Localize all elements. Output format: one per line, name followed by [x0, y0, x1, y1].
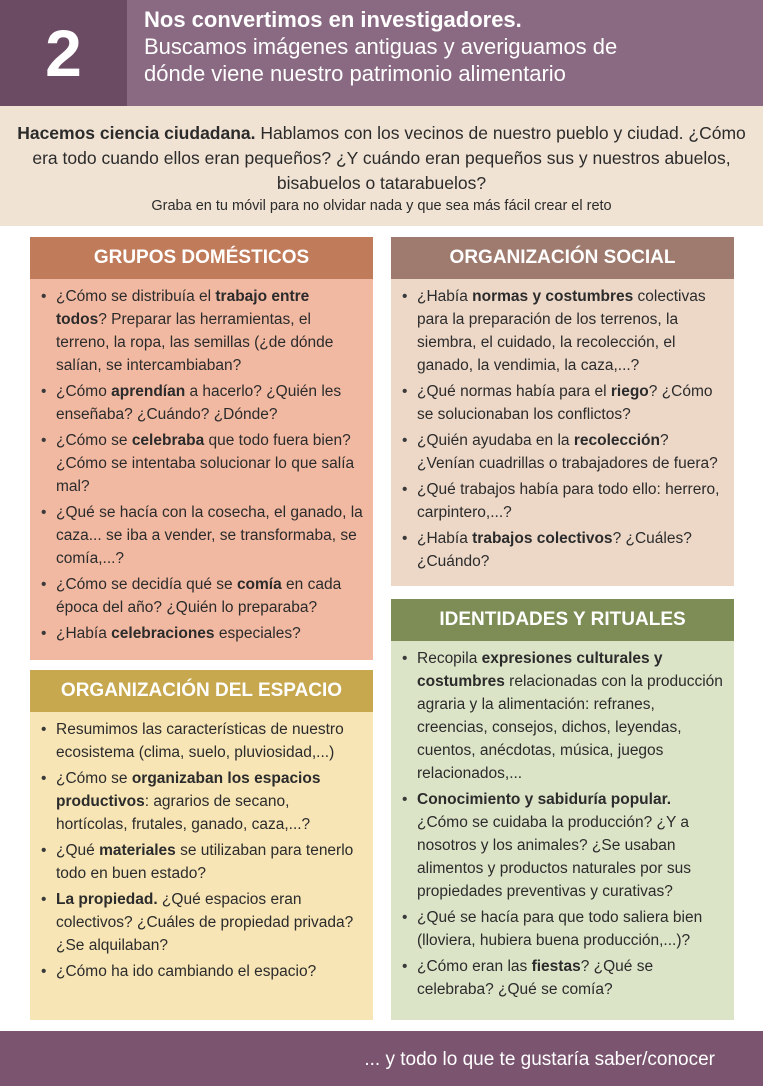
question-list [38, 718, 363, 983]
footer-band [0, 1031, 763, 1086]
section-number: 2 [0, 0, 127, 106]
item-text: ¿Cómo se distribuía el [56, 288, 216, 305]
intro-text [0, 121, 763, 196]
item-bold-text: aprendían [111, 383, 186, 400]
card-body [391, 641, 734, 1020]
list-item [399, 955, 724, 1001]
item-text: ¿Cómo se cuidaba la producción? ¿Y a nosotros y los animales? ¿Se usaban alimentos y productos naturales por sus propiedades preventivas y curativas? [417, 814, 691, 900]
intro-note: Graba en tu móvil para no olvidar nada y que sea más fácil crear el reto [151, 198, 612, 214]
item-bold-text: Conocimiento y sabiduría popular. [417, 791, 672, 808]
item-text: Resumimos las características de nuestro ecosistema (clima, suelo, pluviosidad,...) [56, 721, 344, 761]
item-text: ¿Cómo [56, 383, 112, 400]
item-bold-text: normas y costumbres [472, 288, 634, 305]
item-text: ? ¿Cómo se solucionaban los conflictos? [417, 383, 713, 423]
card-title: IDENTIDADES Y RITUALES [391, 599, 734, 641]
item-text: se utilizaban para tenerlo todo en buen estado? [56, 842, 354, 882]
item-bold-text: riego [610, 383, 649, 400]
page-subtitle-line2: dónde viene nuestro patrimonio alimentario [144, 61, 566, 86]
intro-panel [0, 106, 763, 226]
list-item [38, 429, 363, 498]
header-band [0, 0, 763, 106]
card-title: ORGANIZACIÓN DEL ESPACIO [30, 670, 373, 712]
item-text: ¿Había [56, 625, 112, 642]
footer-text: ... y todo lo que te gustaría saber/conocer [364, 1049, 715, 1070]
card-grupos-domesticos [30, 237, 373, 660]
list-item [38, 767, 363, 836]
item-bold-text: trabajos colectivos [472, 530, 613, 547]
item-text: ¿Cómo se decidía qué se [56, 576, 237, 593]
list-item [399, 906, 724, 952]
item-text: especiales? [214, 625, 301, 642]
item-text: ¿Qué trabajos había para todo ello: herrero, carpintero,...? [417, 481, 720, 521]
item-text: ? Preparar las herramientas, el terreno, la ropa, las semillas (¿de dónde salían, se intercambiaban? [56, 311, 334, 374]
item-text: ¿Quién ayudaba en la [417, 432, 574, 449]
list-item [399, 478, 724, 524]
item-bold-text: comía [236, 576, 282, 593]
list-item [38, 622, 363, 645]
item-text: ¿Qué se hacía para que todo saliera bien (lloviera, hubiera buena producción,...)? [417, 909, 703, 949]
item-bold-text: celebraba [131, 432, 205, 449]
list-item [38, 573, 363, 619]
item-text: ? ¿Qué se celebraba? ¿Qué se comía? [417, 958, 654, 998]
item-text: que todo fuera bien? ¿Cómo se intentaba solucionar lo que salía mal? [56, 432, 355, 495]
question-list [399, 285, 724, 573]
item-text: ? ¿Venían cuadrillas o trabajadores de fuera? [417, 432, 718, 472]
item-bold-text: fiestas [531, 958, 581, 975]
item-text: ¿Cómo ha ido cambiando el espacio? [56, 963, 317, 980]
item-bold-text: trabajo entre todos [56, 288, 310, 328]
card-identidades-rituales [391, 599, 734, 1020]
list-item [399, 788, 724, 903]
item-bold-text: materiales [99, 842, 176, 859]
item-text: : agrarios de secano, hortícolas, frutales, ganado, caza,...? [56, 793, 311, 833]
card-organizacion-social [391, 237, 734, 586]
item-text: Recopila [417, 650, 482, 667]
list-item [399, 380, 724, 426]
list-item [38, 380, 363, 426]
item-text: ¿Cómo se [56, 432, 132, 449]
page-title: Nos convertimos en investigadores. [144, 7, 522, 32]
item-text: ¿Qué se hacía con la cosecha, el ganado, la caza... se iba a vender, se transformaba, se comía,...? [56, 504, 363, 567]
card-body [30, 712, 373, 1020]
card-body [30, 279, 373, 660]
item-text: ¿Cómo se [56, 770, 132, 787]
item-bold-text: recolección [573, 432, 660, 449]
list-item [399, 429, 724, 475]
list-item [38, 960, 363, 983]
item-bold-text: organizaban los espacios productivos [56, 770, 321, 810]
list-item [399, 647, 724, 785]
item-bold-text: La propiedad. [56, 891, 158, 908]
list-item [38, 285, 363, 377]
item-bold-text: expresiones culturales y costumbres [417, 650, 663, 690]
question-list [399, 647, 724, 1001]
list-item [38, 718, 363, 764]
list-item [38, 501, 363, 570]
item-text: ¿Qué [56, 842, 100, 859]
item-text: ¿Qué espacios eran colectivos? ¿Cuáles de propiedad privada? ¿Se alquilaban? [56, 891, 354, 954]
card-title: GRUPOS DOMÉSTICOS [30, 237, 373, 279]
list-item [38, 839, 363, 885]
item-text: relacionadas con la producción agraria y la alimentación: refranes, creencias, consejos, dichos, leyendas, cuentos, anécdotas, música, juegos relacionados,... [417, 673, 723, 782]
card-body [391, 279, 734, 586]
item-text: a hacerlo? ¿Quién les enseñaba? ¿Cuándo? ¿Dónde? [56, 383, 342, 423]
header-text [144, 6, 754, 87]
card-organizacion-espacio [30, 670, 373, 1020]
list-item [38, 888, 363, 957]
list-item [399, 527, 724, 573]
item-text: ¿Había [417, 530, 473, 547]
item-text: colectivas para la preparación de los terrenos, la siembra, el cuidado, la recolección, el ganado, la vendimia, la caza,...? [417, 288, 706, 374]
intro-bold-lead: Hacemos ciencia ciudadana. [17, 123, 256, 143]
item-bold-text: celebraciones [111, 625, 215, 642]
item-text: en cada época del año? ¿Quién lo preparaba? [56, 576, 342, 616]
page-subtitle-line1: Buscamos imágenes antiguas y averiguamos de [144, 34, 618, 59]
intro-body: Hablamos con los vecinos de nuestro pueblo y ciudad. ¿Cómo era todo cuando ellos eran pequeños? ¿Y cuándo eran pequeños sus y nuestros abuelos, bisabuelos o tatarabuelos? [32, 123, 746, 193]
item-text: ¿Había [417, 288, 473, 305]
card-title: ORGANIZACIÓN SOCIAL [391, 237, 734, 279]
list-item [399, 285, 724, 377]
item-text: ¿Qué normas había para el [417, 383, 611, 400]
item-text: ? ¿Cuáles? ¿Cuándo? [417, 530, 692, 570]
question-list [38, 285, 363, 645]
item-text: ¿Cómo eran las [417, 958, 532, 975]
